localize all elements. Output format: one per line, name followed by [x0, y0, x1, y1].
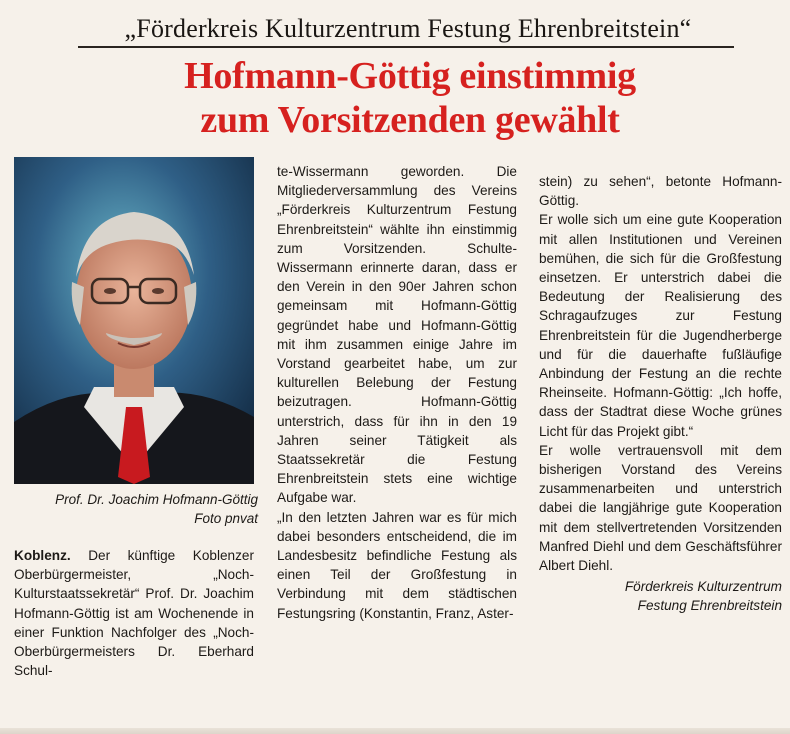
column-1-text: Der künftige Koblenzer Oberbürgermeister, „Noch-Kulturstaatssekretär“ Prof. Dr. Joachim Hofmann-Göttig ist am Wochenende in einer Funktion Nachfolger des „Noch-Oberbürgermeisters Dr. Eberhard Schul-	[14, 548, 254, 679]
signature-line-1: Förderkreis Kulturzentrum	[624, 579, 782, 595]
author-signature	[539, 577, 782, 615]
page-edge	[0, 728, 790, 734]
column-3-paragraph-1: stein) zu sehen“, betonte Hofmann-Göttig.	[539, 174, 782, 209]
caption-credit: Foto pnvat	[194, 511, 258, 526]
headline	[90, 54, 730, 142]
article-column-3	[539, 172, 782, 616]
column-3-paragraph-2: Er wolle sich um eine gute Kooperation mit allen Institutionen und Vereinen bemühen, die sich für die Großfestung einsetzen. Er unterstrich dabei die Bedeutung der Realisierung des Schragaufzuges zur Festung Ehrenbreitstein für die Jugendherberge und für die dauerhafte fußläufige Anbindung der Festung an die rechte Rheinseite. Hofmann-Göttig: „Ich hoffe, dass der Stadtrat diese Woche grünes Licht für das Projekt gibt.“	[539, 212, 782, 439]
article-column-2	[277, 162, 517, 623]
kicker-underline	[78, 46, 734, 48]
kicker-title: „Förderkreis Kulturzentrum Festung Ehrenbreitstein“	[124, 14, 692, 43]
caption-name: Prof. Dr. Joachim Hofmann-Göttig	[55, 492, 258, 507]
portrait-photo	[14, 157, 254, 484]
dateline: Koblenz.	[14, 548, 71, 563]
column-2-paragraph-2: „In den letzten Jahren war es für mich dabei besonders entscheidend, die im Landesbesitz befindliche Festung als einen Teil der Großfestung in Verbindung mit dem städtischen Festungsring (Konstantin, Franz, Aster-	[277, 509, 517, 621]
signature-line-2: Festung Ehrenbreitstein	[637, 598, 782, 614]
article-column-1	[14, 546, 254, 680]
column-2-paragraph-1: te-Wissermann geworden. Die Mitgliederversammlung des Vereins „Förderkreis Kulturzentrum Festung Ehrenbreitstein“ wählte ihn einstimmig zum Vorsitzenden. Schulte-Wissermann erinnerte daran, dass er den Verein in den 90er Jahren schon gemeinsam mit Hofmann-Göttig gegründet habe und Hofmann-Göttig mit ihm zusammen einige Jahre im Vorstand gearbeitet habe, um zur kulturellen Belebung der Festung beizutragen. Hofmann-Göttig unterstrich, dass für ihn in den 19 Jahren seiner Tätigkeit als Staatssekretär die Festung Ehrenbreitstein stets eine wichtige Aufgabe war.	[277, 164, 517, 506]
column-3-paragraph-3: Er wolle vertrauensvoll mit dem bisherigen Vorstand des Vereins zusammenarbeiten und unterstrich dabei die langjährige gute Kooperation mit dem stellvertretenden Vorsitzenden Manfred Diehl und dem Geschäftsführer Albert Diehl.	[539, 442, 782, 574]
headline-line-2: zum Vorsitzenden gewählt	[200, 99, 620, 141]
photo-caption	[14, 490, 258, 528]
headline-line-1: Hofmann-Göttig einstimmig	[184, 55, 636, 97]
column-1-paragraph	[14, 546, 254, 680]
portrait-illustration	[14, 157, 254, 484]
